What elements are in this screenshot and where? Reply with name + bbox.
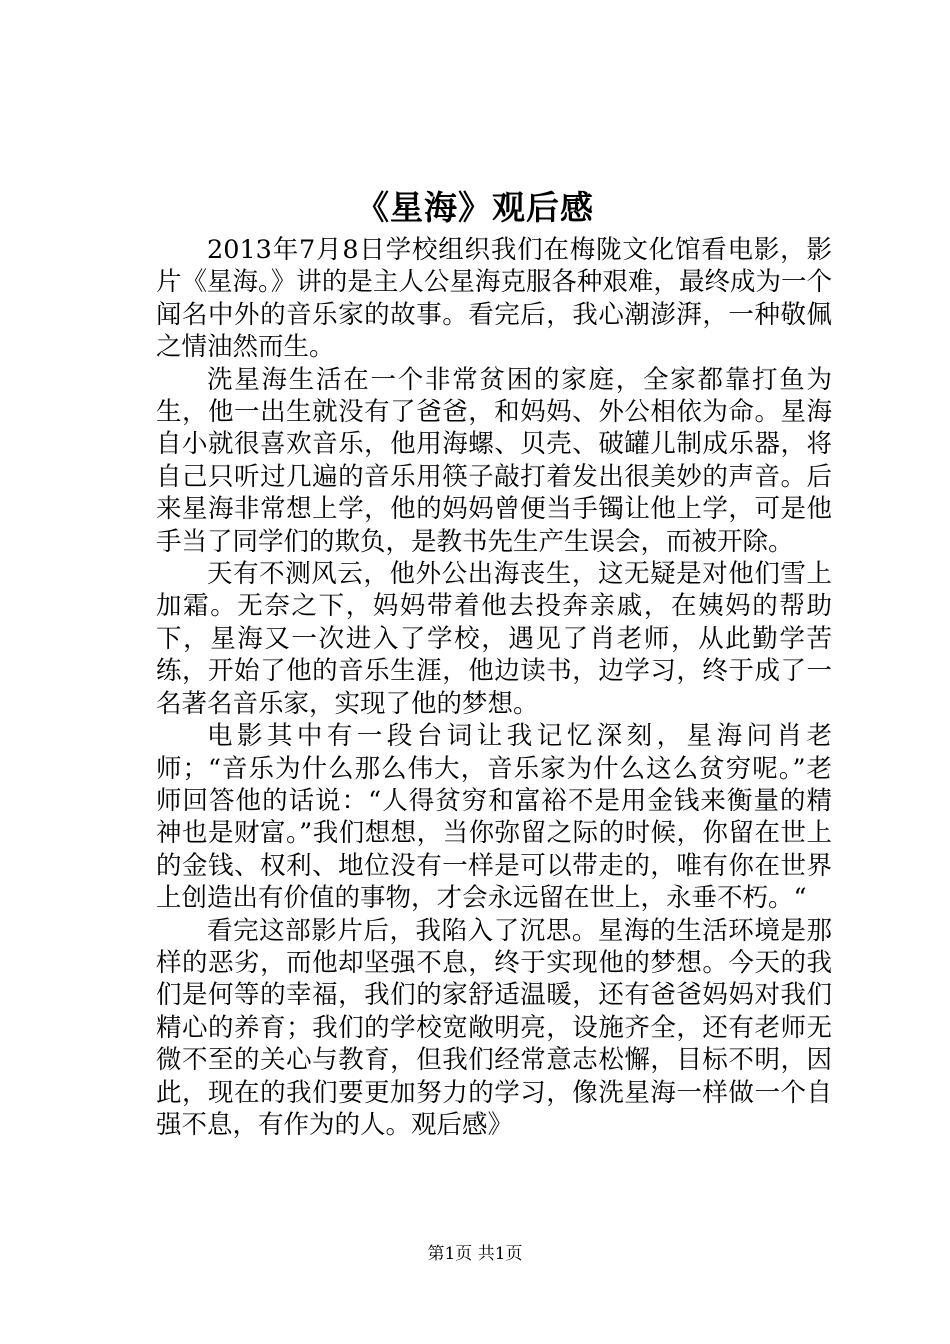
paragraph-1: 2013年7月8日学校组织我们在梅陇文化馆看电影，影片《星海。》讲的是主人公星海克服各种艰难，最终成为一个闻名中外的音乐家的故事。看完后，我心潮澎湃，一种敬佩之情油然而生。	[156, 235, 832, 363]
paragraph-5: 看完这部影片后，我陷入了沉思。星海的生活环境是那样的恶劣，而他却坚强不息，终于实现他的梦想。今天的我们是何等的幸福，我们的家舒适温暖，还有爸爸妈妈对我们精心的养育；我们的学校宽敞明亮，设施齐全，还有老师无微不至的关心与教育，但我们经常意志松懈，目标不明，因此，现在的我们要更加努力的学习，像洗星海一样做一个自强不息，有作为的人。观后感》	[156, 915, 832, 1140]
paragraph-2: 洗星海生活在一个非常贫困的家庭，全家都靠打鱼为生，他一出生就没有了爸爸，和妈妈、外公相依为命。星海自小就很喜欢音乐，他用海螺、贝壳、破罐儿制成乐器，将自己只听过几遍的音乐用筷子敲打着发出很美妙的声音。后来星海非常想上学，他的妈妈曾便当手镯让他上学，可是他手当了同学们的欺负，是教书先生产生误会，而被开除。	[156, 364, 832, 557]
paragraph-4: 电影其中有一段台词让我记忆深刻，星海问肖老师；“音乐为什么那么伟大，音乐家为什么这么贫穷呢。”老师回答他的话说：“人得贫穷和富裕不是用金钱来衡量的精神也是财富。”我们想想，当你弥留之际的时候，你留在世上的金钱、权利、地位没有一样是可以带走的，唯有你在世界上创造出有价值的事物，才会永远留在世上，永垂不朽。“	[156, 721, 832, 914]
paragraph-3: 天有不测风云，他外公出海丧生，这无疑是对他们雪上加霜。无奈之下，妈妈带着他去投奔亲戚，在姨妈的帮助下，星海又一次进入了学校，遇见了肖老师，从此勤学苦练，开始了他的音乐生涯，他边读书，边学习，终于成了一名著名音乐家，实现了他的梦想。	[156, 559, 832, 719]
document-body	[156, 234, 832, 1141]
page-footer: 第1页 共1页	[427, 1244, 523, 1264]
document-title: 《星海》观后感	[356, 188, 594, 227]
